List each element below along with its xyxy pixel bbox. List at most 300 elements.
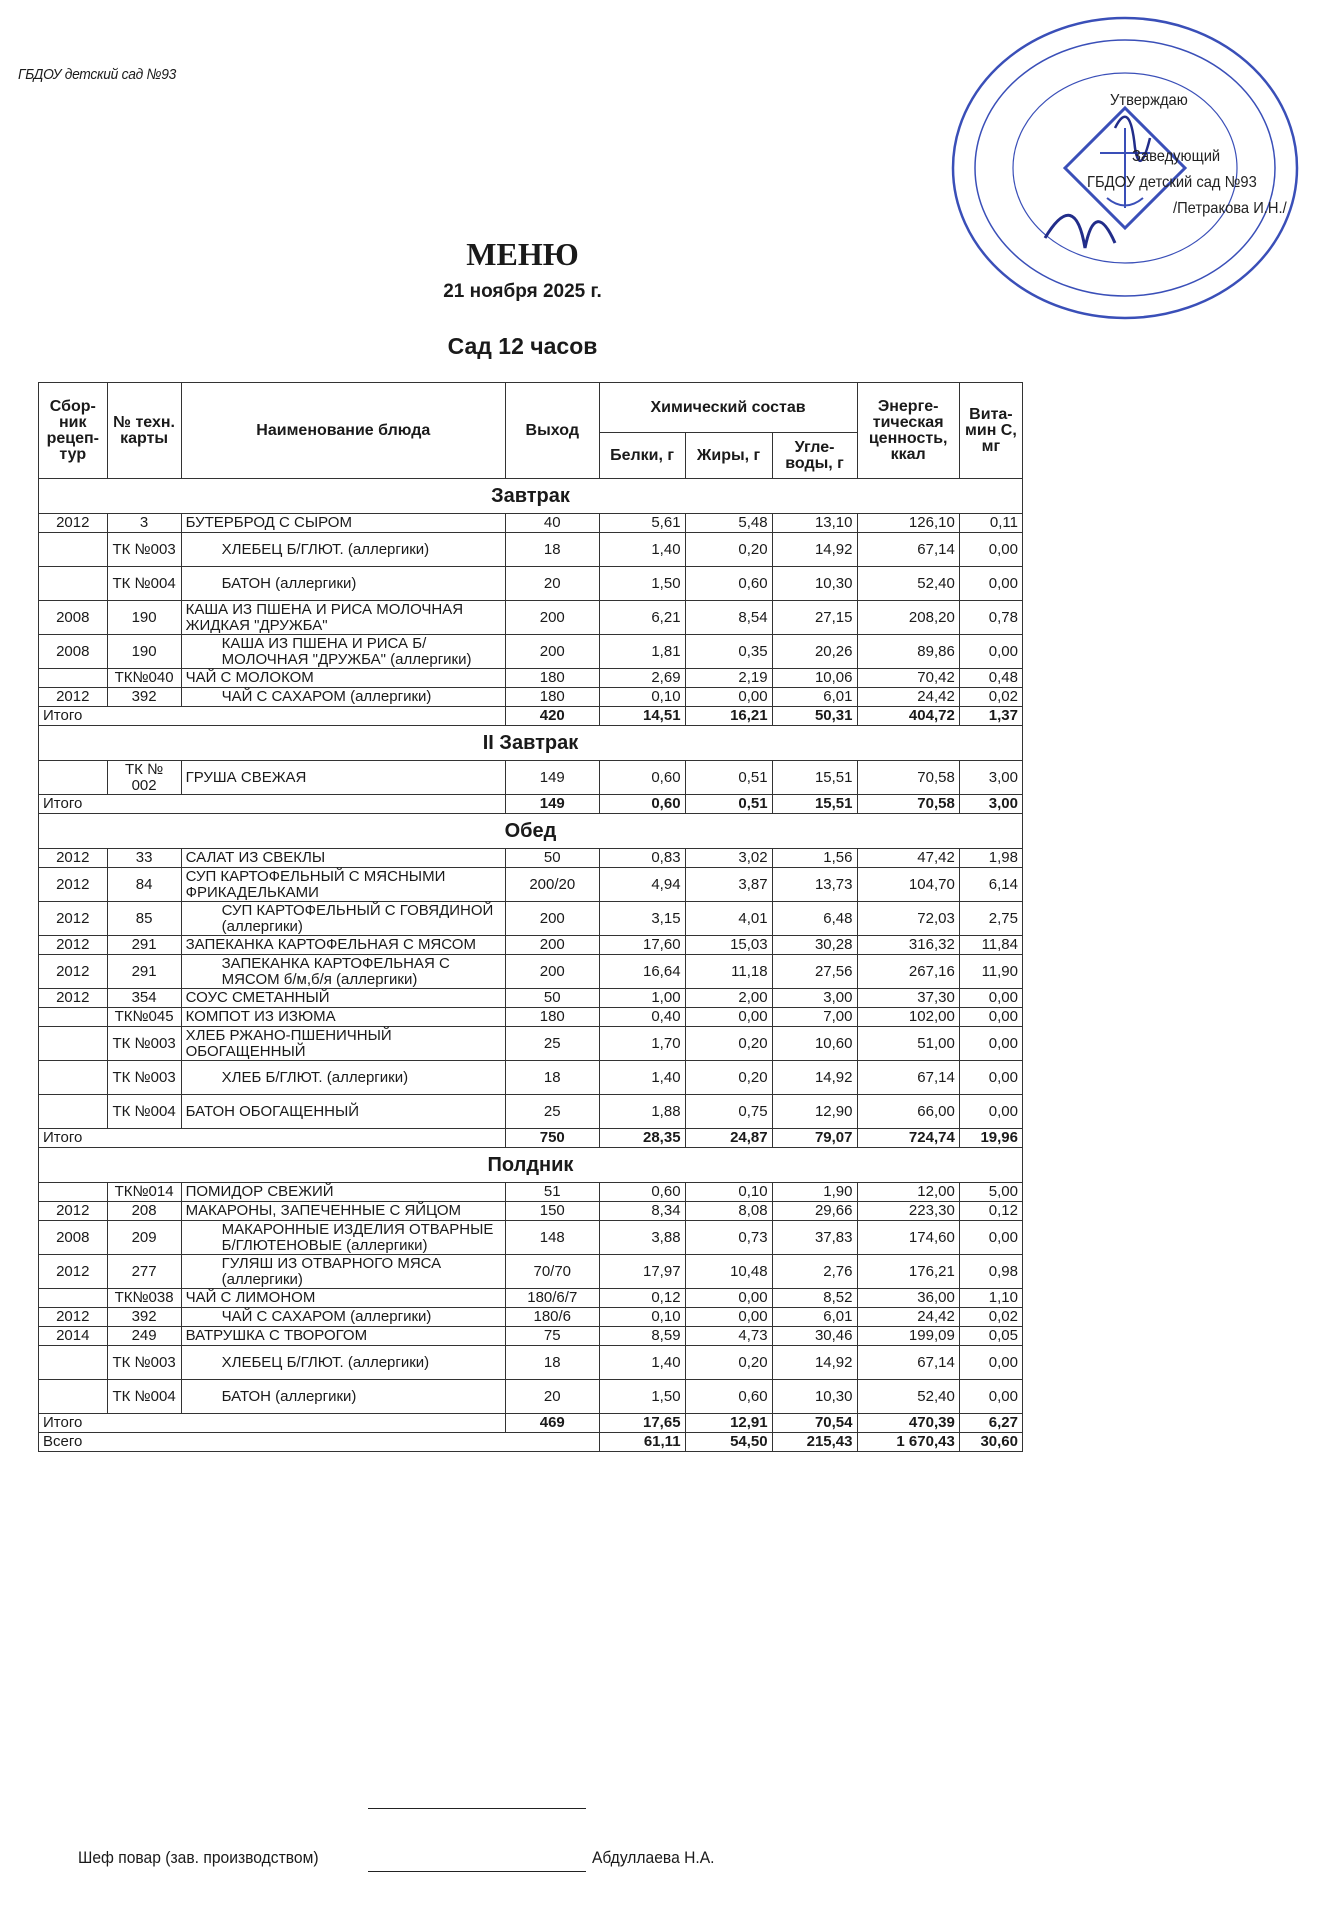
table-row: [39, 1027, 1023, 1061]
subtotal-vitamin-c: 6,27: [959, 1414, 1022, 1433]
output-cell: 180/6: [505, 1308, 599, 1327]
subtotal-label: Итого: [39, 795, 506, 814]
output-cell: 20: [505, 1380, 599, 1414]
protein-cell: 1,40: [599, 1061, 685, 1095]
collection-cell: 2012: [39, 989, 108, 1008]
page-title: МЕНЮ: [466, 236, 579, 272]
table-row: [39, 1221, 1023, 1255]
vitamin-c-cell: 0,00: [959, 1380, 1022, 1414]
dish-name-cell: ЧАЙ С ЛИМОНОМ: [181, 1289, 505, 1308]
tech-card-cell: ТК №004: [107, 1380, 181, 1414]
carbs-cell: 1,90: [772, 1183, 857, 1202]
energy-cell: 67,14: [857, 533, 959, 567]
protein-cell: 2,69: [599, 669, 685, 688]
output-cell: 18: [505, 1346, 599, 1380]
chef-label: Шеф повар (зав. производством): [78, 1848, 319, 1867]
fat-cell: 0,60: [685, 1380, 772, 1414]
energy-cell: 70,58: [857, 761, 959, 795]
carbs-cell: 27,56: [772, 955, 857, 989]
vitamin-c-cell: 0,00: [959, 1008, 1022, 1027]
collection-cell: [39, 1008, 108, 1027]
menu-date: 21 ноября 2025 г.: [443, 281, 602, 302]
dish-name-cell: ЧАЙ С САХАРОМ (аллергики): [181, 688, 505, 707]
output-cell: 50: [505, 849, 599, 868]
protein-cell: 0,60: [599, 1183, 685, 1202]
fat-cell: 0,00: [685, 688, 772, 707]
carbs-cell: 3,00: [772, 989, 857, 1008]
subtotal-row: [39, 795, 1023, 814]
dish-name-cell: БАТОН (аллергики): [181, 1380, 505, 1414]
vitamin-c-cell: 0,00: [959, 1027, 1022, 1061]
collection-cell: [39, 1061, 108, 1095]
output-cell: 50: [505, 989, 599, 1008]
carbs-cell: 29,66: [772, 1202, 857, 1221]
tech-card-cell: 190: [107, 635, 181, 669]
output-cell: 25: [505, 1027, 599, 1061]
tech-card-cell: 277: [107, 1255, 181, 1289]
header-output: Выход: [505, 383, 599, 479]
energy-cell: 24,42: [857, 1308, 959, 1327]
chef-name: Абдуллаева Н.А.: [592, 1848, 715, 1867]
protein-cell: 0,60: [599, 761, 685, 795]
subtotal-output: 149: [505, 795, 599, 814]
subtotal-row: [39, 1129, 1023, 1148]
subtotal-output: 420: [505, 707, 599, 726]
grand-total-vitamin-c: 30,60: [959, 1433, 1022, 1452]
section-title: II Завтрак: [39, 726, 1023, 761]
section-title: Завтрак: [39, 479, 1023, 514]
output-cell: 18: [505, 533, 599, 567]
protein-cell: 8,34: [599, 1202, 685, 1221]
subtotal-fat: 0,51: [685, 795, 772, 814]
vitamin-c-cell: 0,00: [959, 989, 1022, 1008]
energy-cell: 52,40: [857, 1380, 959, 1414]
protein-cell: 1,00: [599, 989, 685, 1008]
protein-cell: 4,94: [599, 868, 685, 902]
protein-cell: 6,21: [599, 601, 685, 635]
output-cell: 200/20: [505, 868, 599, 902]
table-header: [39, 383, 1023, 479]
fat-cell: 0,35: [685, 635, 772, 669]
vitamin-c-cell: 0,02: [959, 1308, 1022, 1327]
vitamin-c-cell: 6,14: [959, 868, 1022, 902]
dish-name-cell: ПОМИДОР СВЕЖИЙ: [181, 1183, 505, 1202]
tech-card-cell: ТК№040: [107, 669, 181, 688]
dish-name-cell: ЧАЙ С МОЛОКОМ: [181, 669, 505, 688]
fat-cell: 0,20: [685, 1027, 772, 1061]
table-row: [39, 1346, 1023, 1380]
subtotal-fat: 16,21: [685, 707, 772, 726]
dish-name-cell: ЗАПЕКАНКА КАРТОФЕЛЬНАЯ С МЯСОМ б/м,б/я (аллергики): [181, 955, 505, 989]
table-row: [39, 533, 1023, 567]
carbs-cell: 14,92: [772, 1061, 857, 1095]
approval-block: [1085, 88, 1297, 222]
approval-line-name: /Петракова И.Н./: [1173, 200, 1287, 217]
energy-cell: 51,00: [857, 1027, 959, 1061]
dish-name-cell: ЗАПЕКАНКА КАРТОФЕЛЬНАЯ С МЯСОМ: [181, 936, 505, 955]
fat-cell: 4,01: [685, 902, 772, 936]
subtotal-vitamin-c: 1,37: [959, 707, 1022, 726]
table-row: [39, 902, 1023, 936]
carbs-cell: 7,00: [772, 1008, 857, 1027]
approval-line-position: Заведующий: [1132, 148, 1221, 165]
dish-name-cell: ГРУША СВЕЖАЯ: [181, 761, 505, 795]
carbs-cell: 30,46: [772, 1327, 857, 1346]
carbs-cell: 10,60: [772, 1027, 857, 1061]
subtotal-protein: 14,51: [599, 707, 685, 726]
grand-total-fat: 54,50: [685, 1433, 772, 1452]
subtotal-carbs: 70,54: [772, 1414, 857, 1433]
vitamin-c-cell: 0,00: [959, 533, 1022, 567]
collection-cell: 2012: [39, 868, 108, 902]
collection-cell: 2012: [39, 1255, 108, 1289]
section-title: Полдник: [39, 1148, 1023, 1183]
collection-cell: [39, 1380, 108, 1414]
table-row: [39, 989, 1023, 1008]
tech-card-cell: ТК № 002: [107, 761, 181, 795]
vitamin-c-cell: 0,02: [959, 688, 1022, 707]
vitamin-c-cell: 11,90: [959, 955, 1022, 989]
collection-cell: [39, 533, 108, 567]
tech-card-cell: 392: [107, 1308, 181, 1327]
carbs-cell: 14,92: [772, 533, 857, 567]
energy-cell: 176,21: [857, 1255, 959, 1289]
subtotal-protein: 17,65: [599, 1414, 685, 1433]
subtotal-energy: 470,39: [857, 1414, 959, 1433]
chef-signature-line: [368, 1871, 586, 1872]
table-row: [39, 1202, 1023, 1221]
fat-cell: 8,08: [685, 1202, 772, 1221]
dish-name-cell: БАТОН ОБОГАЩЕННЫЙ: [181, 1095, 505, 1129]
collection-cell: 2012: [39, 955, 108, 989]
energy-cell: 208,20: [857, 601, 959, 635]
grand-total-row: [39, 1433, 1023, 1452]
energy-cell: 174,60: [857, 1221, 959, 1255]
tech-card-cell: ТК №003: [107, 1346, 181, 1380]
vitamin-c-cell: 0,48: [959, 669, 1022, 688]
section-header-row: [39, 479, 1023, 514]
dish-name-cell: ГУЛЯШ ИЗ ОТВАРНОГО МЯСА (аллергики): [181, 1255, 505, 1289]
vitamin-c-cell: 0,11: [959, 514, 1022, 533]
menu-subtitle: Сад 12 часов: [447, 333, 598, 359]
output-cell: 148: [505, 1221, 599, 1255]
vitamin-c-cell: 0,00: [959, 1346, 1022, 1380]
tech-card-cell: ТК№045: [107, 1008, 181, 1027]
output-cell: 200: [505, 902, 599, 936]
dish-name-cell: СУП КАРТОФЕЛЬНЫЙ С МЯСНЫМИ ФРИКАДЕЛЬКАМИ: [181, 868, 505, 902]
subtotal-carbs: 15,51: [772, 795, 857, 814]
dish-name-cell: ХЛЕБ Б/ГЛЮТ. (аллергики): [181, 1061, 505, 1095]
carbs-cell: 20,26: [772, 635, 857, 669]
subtotal-label: Итого: [39, 707, 506, 726]
header-protein: Белки, г: [599, 433, 685, 479]
protein-cell: 16,64: [599, 955, 685, 989]
signature-line-top: [368, 1808, 586, 1809]
collection-cell: [39, 567, 108, 601]
table-row: [39, 1061, 1023, 1095]
fat-cell: 10,48: [685, 1255, 772, 1289]
grand-total-protein: 61,11: [599, 1433, 685, 1452]
subtotal-output: 469: [505, 1414, 599, 1433]
fat-cell: 3,02: [685, 849, 772, 868]
dish-name-cell: ХЛЕБЕЦ Б/ГЛЮТ. (аллергики): [181, 533, 505, 567]
fat-cell: 0,00: [685, 1289, 772, 1308]
output-cell: 18: [505, 1061, 599, 1095]
tech-card-cell: ТК №003: [107, 1061, 181, 1095]
output-cell: 20: [505, 567, 599, 601]
protein-cell: 0,10: [599, 1308, 685, 1327]
output-cell: 70/70: [505, 1255, 599, 1289]
protein-cell: 0,40: [599, 1008, 685, 1027]
energy-cell: 24,42: [857, 688, 959, 707]
tech-card-cell: 291: [107, 936, 181, 955]
fat-cell: 0,60: [685, 567, 772, 601]
carbs-cell: 27,15: [772, 601, 857, 635]
energy-cell: 52,40: [857, 567, 959, 601]
collection-cell: 2008: [39, 1221, 108, 1255]
vitamin-c-cell: 2,75: [959, 902, 1022, 936]
subtotal-vitamin-c: 19,96: [959, 1129, 1022, 1148]
dish-name-cell: ХЛЕБ РЖАНО-ПШЕНИЧНЫЙ ОБОГАЩЕННЫЙ: [181, 1027, 505, 1061]
collection-cell: 2012: [39, 1202, 108, 1221]
header-energy: Энерге-тическая ценность, ккал: [857, 383, 959, 479]
protein-cell: 0,10: [599, 688, 685, 707]
table-row: [39, 936, 1023, 955]
vitamin-c-cell: 0,00: [959, 1061, 1022, 1095]
collection-cell: [39, 1289, 108, 1308]
output-cell: 40: [505, 514, 599, 533]
tech-card-cell: ТК №004: [107, 567, 181, 601]
dish-name-cell: КОМПОТ ИЗ ИЗЮМА: [181, 1008, 505, 1027]
section-title: Обед: [39, 814, 1023, 849]
fat-cell: 8,54: [685, 601, 772, 635]
vitamin-c-cell: 0,12: [959, 1202, 1022, 1221]
tech-card-cell: ТК№038: [107, 1289, 181, 1308]
table-row: [39, 1008, 1023, 1027]
grand-total-carbs: 215,43: [772, 1433, 857, 1452]
output-cell: 200: [505, 936, 599, 955]
carbs-cell: 8,52: [772, 1289, 857, 1308]
collection-cell: 2012: [39, 1308, 108, 1327]
dish-name-cell: МАКАРОННЫЕ ИЗДЕЛИЯ ОТВАРНЫЕ Б/ГЛЮТЕНОВЫЕ (аллергики): [181, 1221, 505, 1255]
dish-name-cell: БУТЕРБРОД С СЫРОМ: [181, 514, 505, 533]
protein-cell: 8,59: [599, 1327, 685, 1346]
vitamin-c-cell: 0,00: [959, 1221, 1022, 1255]
energy-cell: 37,30: [857, 989, 959, 1008]
protein-cell: 1,50: [599, 567, 685, 601]
subtotal-energy: 404,72: [857, 707, 959, 726]
carbs-cell: 14,92: [772, 1346, 857, 1380]
table-row: [39, 1255, 1023, 1289]
vitamin-c-cell: 11,84: [959, 936, 1022, 955]
collection-cell: [39, 1183, 108, 1202]
fat-cell: 0,20: [685, 1346, 772, 1380]
energy-cell: 66,00: [857, 1095, 959, 1129]
protein-cell: 1,40: [599, 1346, 685, 1380]
energy-cell: 267,16: [857, 955, 959, 989]
energy-cell: 199,09: [857, 1327, 959, 1346]
subtotal-label: Итого: [39, 1414, 506, 1433]
collection-cell: [39, 669, 108, 688]
collection-cell: 2008: [39, 601, 108, 635]
subtotal-output: 750: [505, 1129, 599, 1148]
energy-cell: 104,70: [857, 868, 959, 902]
organization-name: ГБДОУ детский сад №93: [18, 66, 176, 83]
collection-cell: 2008: [39, 635, 108, 669]
carbs-cell: 30,28: [772, 936, 857, 955]
collection-cell: [39, 1095, 108, 1129]
tech-card-cell: 84: [107, 868, 181, 902]
subtotal-label: Итого: [39, 1129, 506, 1148]
menu-table: [38, 382, 1023, 1452]
dish-name-cell: БАТОН (аллергики): [181, 567, 505, 601]
tech-card-cell: 33: [107, 849, 181, 868]
grand-total-label: Всего: [39, 1433, 600, 1452]
carbs-cell: 12,90: [772, 1095, 857, 1129]
carbs-cell: 6,01: [772, 688, 857, 707]
tech-card-cell: 3: [107, 514, 181, 533]
tech-card-cell: ТК№014: [107, 1183, 181, 1202]
subtotal-energy: 70,58: [857, 795, 959, 814]
table-row: [39, 1380, 1023, 1414]
dish-name-cell: СОУС СМЕТАННЫЙ: [181, 989, 505, 1008]
output-cell: 180: [505, 688, 599, 707]
tech-card-cell: 354: [107, 989, 181, 1008]
fat-cell: 0,75: [685, 1095, 772, 1129]
tech-card-cell: ТК №004: [107, 1095, 181, 1129]
carbs-cell: 13,10: [772, 514, 857, 533]
fat-cell: 0,00: [685, 1308, 772, 1327]
carbs-cell: 15,51: [772, 761, 857, 795]
subtotal-row: [39, 707, 1023, 726]
protein-cell: 1,50: [599, 1380, 685, 1414]
carbs-cell: 2,76: [772, 1255, 857, 1289]
output-cell: 200: [505, 601, 599, 635]
energy-cell: 67,14: [857, 1061, 959, 1095]
collection-cell: 2014: [39, 1327, 108, 1346]
energy-cell: 67,14: [857, 1346, 959, 1380]
subtotal-carbs: 50,31: [772, 707, 857, 726]
dish-name-cell: СУП КАРТОФЕЛЬНЫЙ С ГОВЯДИНОЙ (аллергики): [181, 902, 505, 936]
energy-cell: 126,10: [857, 514, 959, 533]
tech-card-cell: 291: [107, 955, 181, 989]
table-row: [39, 849, 1023, 868]
carbs-cell: 1,56: [772, 849, 857, 868]
table-row: [39, 1183, 1023, 1202]
fat-cell: 0,20: [685, 533, 772, 567]
fat-cell: 4,73: [685, 1327, 772, 1346]
dish-name-cell: ХЛЕБЕЦ Б/ГЛЮТ. (аллергики): [181, 1346, 505, 1380]
fat-cell: 15,03: [685, 936, 772, 955]
carbs-cell: 6,48: [772, 902, 857, 936]
fat-cell: 2,19: [685, 669, 772, 688]
vitamin-c-cell: 0,05: [959, 1327, 1022, 1346]
output-cell: 25: [505, 1095, 599, 1129]
tech-card-cell: ТК №003: [107, 533, 181, 567]
collection-cell: 2012: [39, 936, 108, 955]
vitamin-c-cell: 0,98: [959, 1255, 1022, 1289]
dish-name-cell: ВАТРУШКА С ТВОРОГОМ: [181, 1327, 505, 1346]
header-dish-name: Наименование блюда: [181, 383, 505, 479]
protein-cell: 1,40: [599, 533, 685, 567]
collection-cell: [39, 1027, 108, 1061]
section-header-row: [39, 814, 1023, 849]
tech-card-cell: 209: [107, 1221, 181, 1255]
header-vitamin-c: Вита-мин С, мг: [959, 383, 1022, 479]
subtotal-protein: 0,60: [599, 795, 685, 814]
table-row: [39, 635, 1023, 669]
output-cell: 150: [505, 1202, 599, 1221]
table-row: [39, 601, 1023, 635]
vitamin-c-cell: 3,00: [959, 761, 1022, 795]
protein-cell: 17,60: [599, 936, 685, 955]
output-cell: 180: [505, 669, 599, 688]
vitamin-c-cell: 1,98: [959, 849, 1022, 868]
energy-cell: 316,32: [857, 936, 959, 955]
tech-card-cell: ТК №003: [107, 1027, 181, 1061]
protein-cell: 1,88: [599, 1095, 685, 1129]
dish-name-cell: ЧАЙ С САХАРОМ (аллергики): [181, 1308, 505, 1327]
protein-cell: 5,61: [599, 514, 685, 533]
protein-cell: 3,88: [599, 1221, 685, 1255]
approval-line-org: ГБДОУ детский сад №93: [1087, 174, 1257, 191]
output-cell: 51: [505, 1183, 599, 1202]
vitamin-c-cell: 1,10: [959, 1289, 1022, 1308]
dish-name-cell: МАКАРОНЫ, ЗАПЕЧЕННЫЕ С ЯЙЦОМ: [181, 1202, 505, 1221]
tech-card-cell: 392: [107, 688, 181, 707]
dish-name-cell: КАША ИЗ ПШЕНА И РИСА МОЛОЧНАЯ ЖИДКАЯ "ДРУЖБА": [181, 601, 505, 635]
header-chem-group: Химический состав: [599, 383, 857, 433]
fat-cell: 0,20: [685, 1061, 772, 1095]
collection-cell: 2012: [39, 902, 108, 936]
table-row: [39, 688, 1023, 707]
table-row: [39, 514, 1023, 533]
fat-cell: 11,18: [685, 955, 772, 989]
table-row: [39, 1095, 1023, 1129]
energy-cell: 72,03: [857, 902, 959, 936]
collection-cell: 2012: [39, 688, 108, 707]
table-body: [39, 479, 1023, 1452]
collection-cell: [39, 1346, 108, 1380]
table-row: [39, 1308, 1023, 1327]
carbs-cell: 10,06: [772, 669, 857, 688]
table-row: [39, 955, 1023, 989]
subtotal-fat: 24,87: [685, 1129, 772, 1148]
table-row: [39, 868, 1023, 902]
fat-cell: 3,87: [685, 868, 772, 902]
dish-name-cell: САЛАТ ИЗ СВЕКЛЫ: [181, 849, 505, 868]
fat-cell: 0,73: [685, 1221, 772, 1255]
subtotal-vitamin-c: 3,00: [959, 795, 1022, 814]
grand-total-energy: 1 670,43: [857, 1433, 959, 1452]
output-cell: 180: [505, 1008, 599, 1027]
vitamin-c-cell: 5,00: [959, 1183, 1022, 1202]
section-header-row: [39, 726, 1023, 761]
header-tech-card: № техн. карты: [107, 383, 181, 479]
energy-cell: 70,42: [857, 669, 959, 688]
energy-cell: 89,86: [857, 635, 959, 669]
output-cell: 149: [505, 761, 599, 795]
energy-cell: 36,00: [857, 1289, 959, 1308]
energy-cell: 47,42: [857, 849, 959, 868]
carbs-cell: 10,30: [772, 1380, 857, 1414]
tech-card-cell: 208: [107, 1202, 181, 1221]
protein-cell: 1,81: [599, 635, 685, 669]
collection-cell: 2012: [39, 514, 108, 533]
subtotal-fat: 12,91: [685, 1414, 772, 1433]
vitamin-c-cell: 0,78: [959, 601, 1022, 635]
carbs-cell: 13,73: [772, 868, 857, 902]
